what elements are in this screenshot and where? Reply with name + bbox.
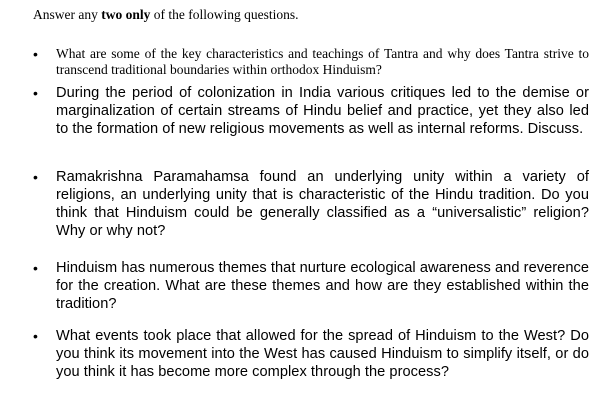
bullet-icon: • <box>33 46 38 62</box>
instructions-suffix: of the following questions. <box>150 7 299 22</box>
question-text: Ramakrishna Paramahamsa found an underlying unity within a variety of religions, an underlying unity that is characteristic of the Hindu tradition. Do you think that Hinduism could be generally classified as a “universalistic” religion? Why or why not? <box>56 169 589 239</box>
bullet-icon: • <box>33 169 38 185</box>
instructions-emphasis: two only <box>101 7 151 22</box>
bullet-icon: • <box>33 85 38 101</box>
question-text: During the period of colonization in India various critiques led to the demise or marginalization of certain streams of Hindu belief and practice, yet they also led to the formation of new religious movements as well as internal reforms. Discuss. <box>56 85 589 137</box>
bullet-icon: • <box>33 328 38 344</box>
question-text: Hinduism has numerous themes that nurture ecological awareness and reverence for the creation. What are these themes and how are they established within the tradition? <box>56 260 589 312</box>
question-text: What are some of the key characteristics and teachings of Tantra and why does Tantra strive to transcend traditional boundaries within orthodox Hinduism? <box>56 46 589 77</box>
bullet-icon: • <box>33 260 38 276</box>
instructions-prefix: Answer any <box>33 7 102 22</box>
question-text: What events took place that allowed for the spread of Hinduism to the West? Do you think its movement into the West has caused Hinduism to simplify itself, or do you think it has become more complex through the process? <box>56 328 589 380</box>
